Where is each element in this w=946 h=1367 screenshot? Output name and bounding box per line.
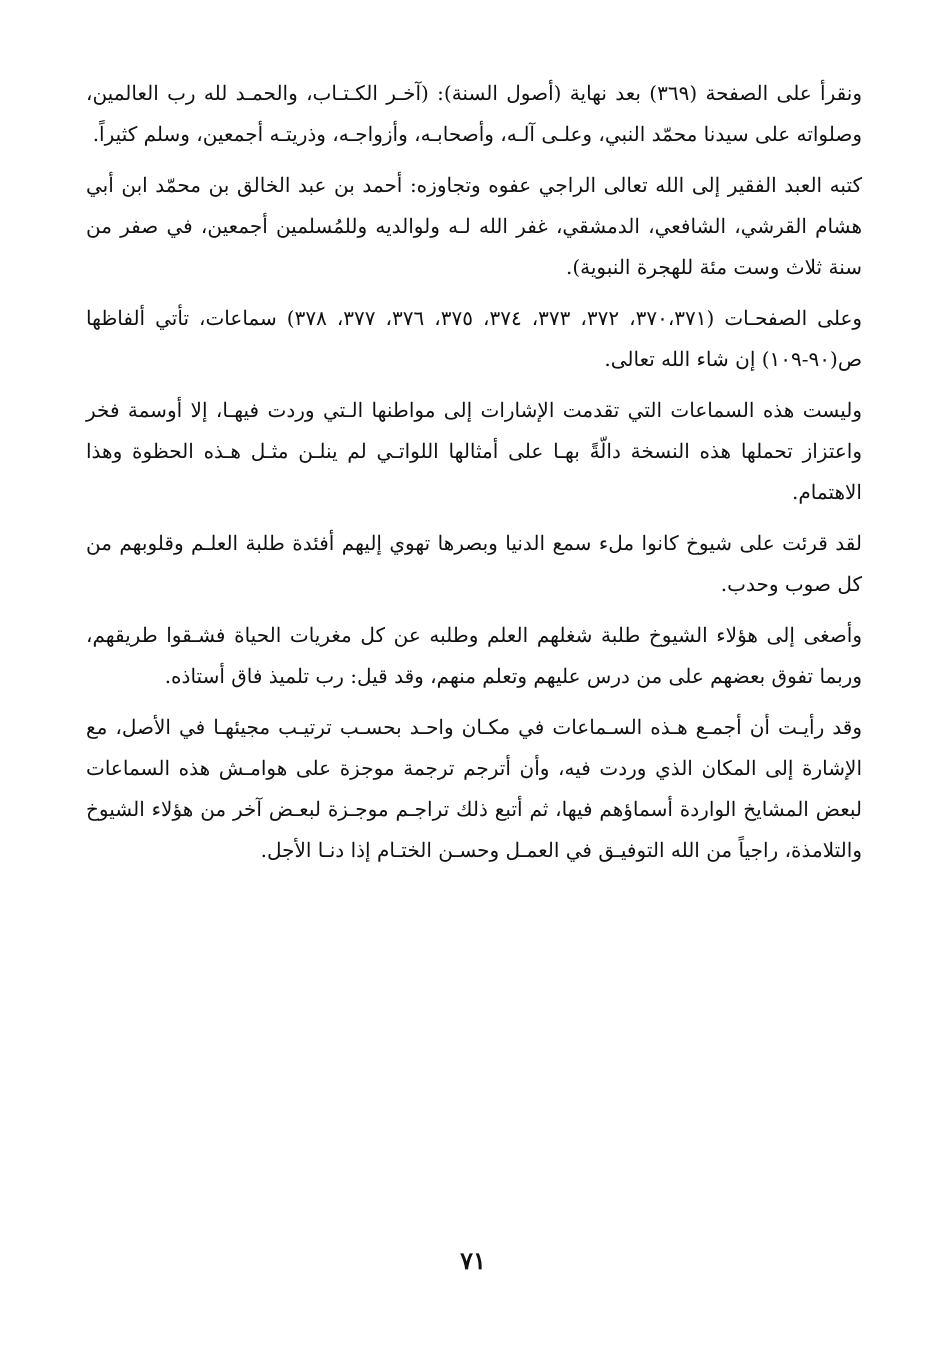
paragraph-colophon-reading: ونقرأ على الصفحة (٣٦٩) بعد نهاية (أصول السنة): (آخـر الكـتـاب، والحمـد لله رب العالمين، وصلواته على سيدنا محمّد النبي، وعلـى آلـه، وأصحابـه، وأزواجـه، وذريتـه أجمعين، وسلم كثيراً.: [86, 81, 862, 146]
paragraph-pages-list: وعلى الصفحـات (٣٧٠،٣٧١، ٣٧٢، ٣٧٣، ٣٧٤، ٣٧٥، ٣٧٦، ٣٧٧، ٣٧٨) سماعات، تأتي ألفاظها ص(٩٠-١٠٩) إن شاء الله تعالى.: [86, 306, 863, 371]
paragraph-compilation-plan: وقد رأيـت أن أجمـع هـذه السـماعات في مكـان واحـد بحسـب ترتيـب مجيئهـا في الأصل، مع الإشارة إلى المكان الذي وردت فيه، وأن أترجم ترجمة موجزة على هوامـش هذه السماعات لبعض المشايخ الواردة أسماؤهم فيها، ثم أتبع ذلك تراجـم موجـزة لبعـض آخر من هؤلاء الشيوخ والتلامذة، راجياً من الله التوفيـق في العمـل وحسـن الختـام إذا دنـا الأجل.: [86, 715, 862, 862]
paragraph-scribe-note: كتبه العبد الفقير إلى الله تعالى الراجي عفوه وتجاوزه: أحمد بن عبد الخالق بن محمّد ابن أبي هشام القرشي، الشافعي، الدمشقي، غفر الله لـه ولوالديه وللمُسلمين أجمعين، في صفر من سنة ثلاث وست مئة للهجرة النبوية).: [86, 173, 862, 279]
paragraph-read-to-sheikhs: لقد قرئت على شيوخ كانوا ملء سمع الدنيا وبصرها تهوي إليهم أفئدة طلبة العلـم وقلوبهم من كل صوب وحدب.: [86, 531, 862, 596]
body-text: [86, 73, 862, 881]
paragraph-audition-records: وليست هذه السماعات التي تقدمت الإشارات إلى مواطنها الـتي وردت فيهـا، إلا أوسمة فخر واعتزاز تحملها هذه النسخة دالّةً بهـا على أمثالها اللواتـي لم ينلـن مثـل هـذه الحظوة وهذا الاهتمام.: [86, 398, 862, 504]
page-number: ٧١: [460, 1246, 486, 1275]
paragraph-students: وأصغى إلى هؤلاء الشيوخ طلبة شغلهم العلم وطلبه عن كل مغريات الحياة فشـقوا طريقهم، وربما تفوق بعضهم على من درس عليهم وتعلم منهم، وقد قيل: رب تلميذ فاق أستاذه.: [86, 623, 862, 688]
